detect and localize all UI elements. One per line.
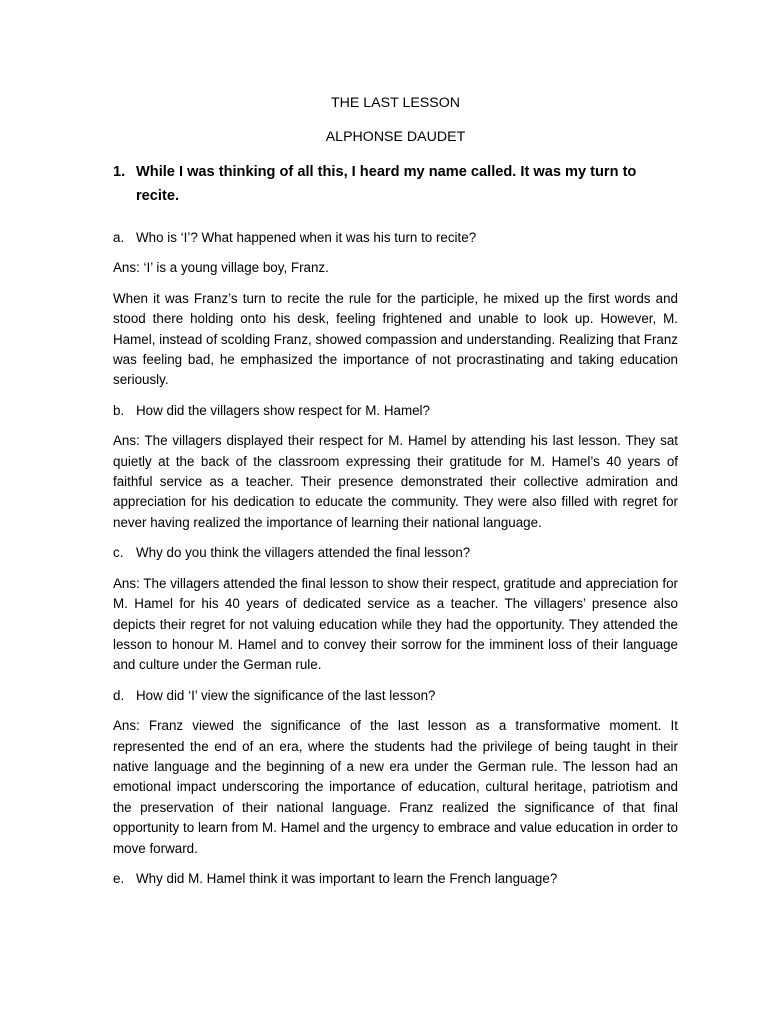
sub-question-a (113, 228, 678, 248)
sub-question-letter: b. (113, 402, 125, 418)
sub-question-text: How did the villagers show respect for M. Hamel? (136, 402, 430, 418)
answer-paragraph: Ans: The villagers displayed their respect for M. Hamel by attending his last lesson. They sat quietly at the back of the classroom expressing their gratitude for M. Hamel’s 40 years of faithful service as a teacher. Their presence demonstrated their collective admiration and appreciation for his dedication to educate the community. They were also filled with regret for never having realized the importance of learning their national language. (113, 433, 678, 530)
answer-paragraph: When it was Franz’s turn to recite the rule for the participle, he mixed up the first words and stood there holding onto his desk, feeling frightened and unable to look up. However, M. Hamel, instead of scolding Franz, showed compassion and understanding. Realizing that Franz was feeling bad, he emphasized the importance of not procrastinating and taking education seriously. (113, 290, 678, 388)
sub-question-d (113, 686, 678, 706)
document-title: THE LAST LESSON (330, 95, 461, 111)
document-author: ALPHONSE DAUDET (325, 129, 466, 145)
sub-question-c (113, 543, 678, 563)
main-question-number: 1. (113, 164, 126, 180)
main-question (113, 160, 678, 208)
sub-question-b (113, 401, 678, 421)
sub-question-e (113, 869, 678, 889)
answer-paragraph: Ans: ‘I’ is a young village boy, Franz. (113, 260, 329, 276)
main-question-text: While I was thinking of all this, I heard my name called. It was my turn to recite. (136, 164, 637, 204)
answer-paragraph: Ans: The villagers attended the final lesson to show their respect, gratitude and appreciation for M. Hamel for his 40 years of dedicated service as a teacher. The villagers’ presence also depicts their regret for not valuing education while they had the opportunity. They attended the lesson to honour M. Hamel and to convey their sorrow for the imminent loss of their language and culture under the German rule. (113, 575, 678, 673)
sub-question-letter: c. (113, 545, 124, 561)
answer-paragraph: Ans: Franz viewed the significance of the last lesson as a transformative moment. It represented the end of an era, where the students had the privilege of being taught in their native language and the beginning of a new era under the German rule. The lesson had an emotional impact underscoring the importance of education, cultural heritage, patriotism and the preservation of their national language. Franz realized the significance of that final opportunity to learn from M. Hamel and the urgency to embrace and value education in order to move forward. (113, 718, 678, 856)
sub-question-text: Who is ‘I’? What happened when it was his turn to recite? (136, 230, 477, 245)
sub-question-text: Why do you think the villagers attended the final lesson? (136, 545, 471, 561)
sub-question-letter: d. (113, 687, 125, 703)
sub-question-letter: e. (113, 870, 125, 886)
sub-question-letter: a. (113, 230, 125, 245)
sub-question-text: How did ‘I’ view the significance of the last lesson? (136, 687, 436, 703)
document-body (113, 93, 678, 889)
sub-question-text: Why did M. Hamel think it was important to learn the French language? (136, 870, 558, 886)
